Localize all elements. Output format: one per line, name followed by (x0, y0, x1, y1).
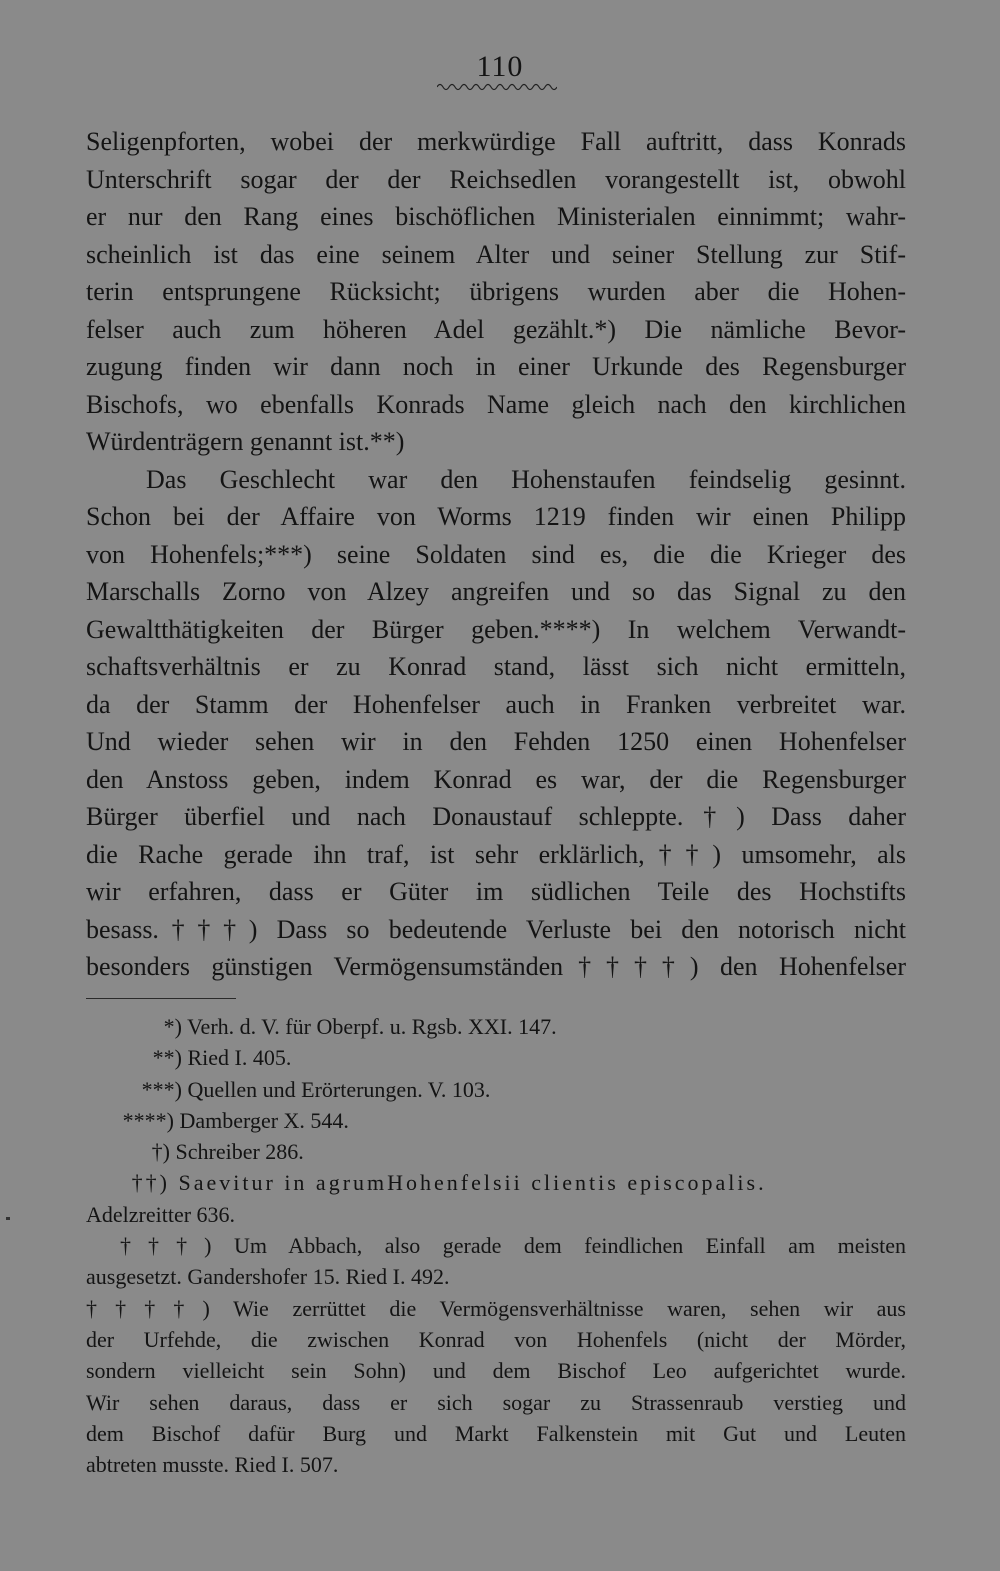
body-line: Marschalls Zorno von Alzey angreifen und so das Signal zu den (86, 577, 906, 606)
body-line: felser auch zum höheren Adel gezählt.*) Die nämliche Bevor- (86, 314, 906, 344)
footnote (86, 1011, 906, 1042)
footnote-text: Damberger X. 544. (179, 1107, 349, 1133)
body-line: besass.†††) Dass so bedeutende Verluste bei den notorisch nicht (86, 914, 906, 944)
body-line: Und wieder sehen wir in den Fehden 1250 einen Hohenfelser (86, 727, 906, 756)
body-line: scheinlich ist das eine seinem Alter und seiner Stellung zur Stif- (86, 239, 906, 269)
footnote-marker: ***) (141, 1076, 182, 1102)
footnote-continuation: ausgesetzt. Gandershofer 15. Ried I. 492. (86, 1264, 450, 1290)
footnote-text: Verh. d. V. für Oberpf. u. Rgsb. XXI. 147. (187, 1014, 557, 1039)
scan-speck (6, 1217, 10, 1220)
body-line: Würdenträgern genannt ist.**) (86, 427, 405, 456)
body-line: von Hohenfels;***) seine Soldaten sind es, die die Krieger des (86, 539, 906, 569)
body-line: terin entsprungene Rücksicht; übrigens wurden aber die Hohen- (86, 277, 906, 306)
footnote-text: Ried I. 405. (187, 1045, 292, 1071)
body-line: Gewaltthätigkeiten der Bürger geben.****) In welchem Verwandt- (86, 614, 906, 644)
footnote-continuation: abtreten musste. Ried I. 507. (86, 1452, 339, 1478)
body-line: zugung finden wir dann noch in einer Urkunde des Regensburger (86, 352, 906, 381)
footnote-text: Wie zerrüttet die Vermögensverhältnisse waren, sehen wir aus (233, 1295, 906, 1321)
footnote-continuation: der Urfehde, die zwischen Konrad von Hohenfels (nicht der Mörder, (86, 1326, 906, 1352)
footnote-separator (86, 998, 236, 999)
body-line: die Rache gerade ihn traf, ist sehr erklärlich,††) umsomehr, als (86, 839, 906, 869)
footnote-text: Schreiber 286. (175, 1139, 304, 1165)
footnote (86, 1167, 906, 1198)
body-line: Bürger überfiel und nach Donaustauf schleppte.†) Dass daher (86, 802, 906, 831)
page-number: 110 (476, 50, 524, 83)
body-line: Bischofs, wo ebenfalls Konrads Name gleich nach den kirchlichen (86, 389, 906, 419)
footnote (86, 1136, 906, 1167)
footnote-text: Um Abbach, also gerade dem feindlichen Einfall am meisten (233, 1233, 907, 1259)
footnote-text: Quellen und Erörterungen. V. 103. (187, 1076, 491, 1102)
body-line: Seligenpforten, wobei der merkwürdige Fall auftritt, dass Konrads (86, 127, 906, 156)
footnote (86, 1074, 906, 1105)
footnote-marker: †) (151, 1139, 170, 1165)
footnote-marker: *) (163, 1014, 182, 1039)
footnote (86, 1293, 906, 1324)
footnote-continuation: Wir sehen daraus, dass er sich sogar zu Strassenraub verstieg und (86, 1389, 906, 1415)
footnote (86, 1105, 906, 1136)
footnote-marker: †††) (120, 1233, 212, 1259)
body-line: schaftsverhältnis er zu Konrad stand, lässt sich nicht ermitteln, (86, 652, 906, 681)
body-line: den Anstoss geben, indem Konrad es war, der die Regensburger (86, 764, 906, 794)
body-line: Das Geschlecht war den Hohenstaufen feindselig gesinnt. (146, 464, 906, 494)
footnote-continuation: Adelzreitter 636. (86, 1201, 236, 1227)
footnote-continuation: sondern vielleicht sein Sohn) und dem Bischof Leo aufgerichtet wurde. (86, 1358, 906, 1384)
body-line: Schon bei der Affaire von Worms 1219 finden wir einen Philipp (86, 502, 906, 531)
body-line: besonders günstigen Vermögensumständen††††) den Hohenfelser (86, 952, 906, 981)
page-number-ornament (437, 82, 557, 92)
footnote-marker: ††) (131, 1170, 170, 1196)
footnote (86, 1042, 906, 1073)
footnote-marker: **) (152, 1045, 182, 1071)
footnote-continuation: dem Bischof dafür Burg und Markt Falkenstein mit Gut und Leuten (86, 1420, 906, 1446)
body-line: wir erfahren, dass er Güter im südlichen Teile des Hochstifts (86, 877, 906, 906)
footnotes (86, 1011, 906, 1480)
footnote-text: Saevitur in agrumHohenfelsii clientis episcopalis. (178, 1170, 767, 1196)
footnote (86, 1230, 906, 1261)
footnote-marker: ****) (122, 1107, 174, 1133)
body-line: da der Stamm der Hohenfelser auch in Franken verbreitet war. (86, 689, 906, 719)
footnote-marker: ††††) (86, 1295, 210, 1321)
body-line: Unterschrift sogar der der Reichsedlen vorangestellt ist, obwohl (86, 164, 906, 194)
body-text (86, 123, 906, 986)
body-line: er nur den Rang eines bischöflichen Ministerialen einnimmt; wahr- (86, 202, 906, 231)
